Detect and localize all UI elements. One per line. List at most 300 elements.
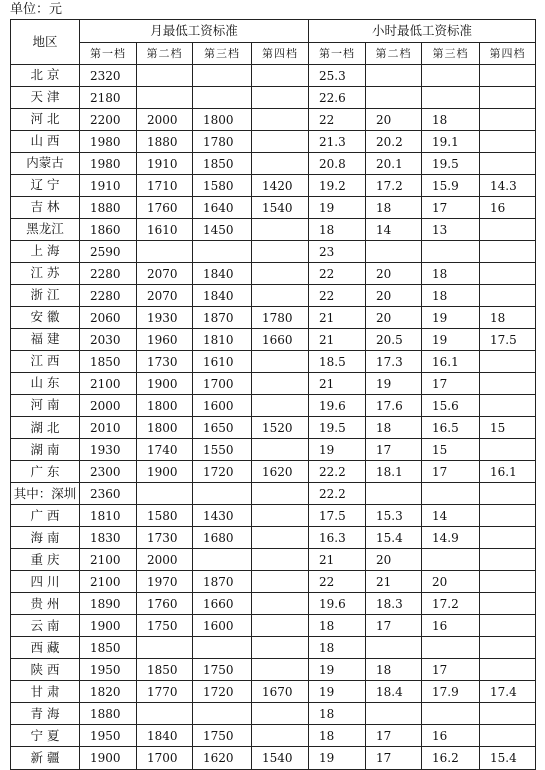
monthly-tier-4-cell: 1520 (252, 417, 309, 439)
region-cell: 江 西 (11, 351, 80, 373)
monthly-tier-3-cell: 1750 (193, 659, 252, 681)
hourly-tier-4-cell: 14.3 (480, 175, 536, 197)
table-row (11, 439, 536, 461)
monthly-tier-1-cell: 2180 (80, 87, 137, 109)
monthly-tier-1-cell: 1980 (80, 153, 137, 175)
monthly-tier-3-cell: 1800 (193, 109, 252, 131)
region-cell: 广 东 (11, 461, 80, 483)
table-row (11, 285, 536, 307)
hourly-tier-1-cell: 18 (309, 615, 366, 637)
table-row (11, 725, 536, 747)
monthly-tier-4-cell (252, 373, 309, 395)
table-row (11, 527, 536, 549)
monthly-tier-2-cell: 2070 (137, 263, 193, 285)
hourly-tier-3-cell (422, 87, 480, 109)
monthly-tier-4-cell: 1780 (252, 307, 309, 329)
monthly-tier-4-cell (252, 131, 309, 153)
hourly-tier-4-cell (480, 483, 536, 505)
monthly-tier-1-cell: 1950 (80, 725, 137, 747)
hourly-tier-1-cell: 22.2 (309, 483, 366, 505)
region-cell: 云 南 (11, 615, 80, 637)
monthly-tier-1-cell: 1850 (80, 351, 137, 373)
monthly-tier-2-cell: 1880 (137, 131, 193, 153)
region-cell: 湖 南 (11, 439, 80, 461)
hourly-tier-1-cell: 19 (309, 659, 366, 681)
monthly-tier-4-cell: 1620 (252, 461, 309, 483)
hourly-tier-4-cell: 16 (480, 197, 536, 219)
hourly-tier-4-cell: 17.4 (480, 681, 536, 703)
region-cell: 山 东 (11, 373, 80, 395)
monthly-tier-3-cell: 1600 (193, 395, 252, 417)
hourly-tier-2-cell: 15.3 (366, 505, 422, 527)
monthly-tier-1-cell: 1850 (80, 637, 137, 659)
hourly-tier-2-cell: 17 (366, 747, 422, 769)
minimum-wage-table (10, 19, 536, 770)
monthly-tier-2-cell: 1760 (137, 593, 193, 615)
monthly-tier-3-cell: 1680 (193, 527, 252, 549)
region-cell: 宁 夏 (11, 725, 80, 747)
table-row (11, 395, 536, 417)
monthly-tier-2-cell: 1710 (137, 175, 193, 197)
hourly-tier-2-cell: 20 (366, 109, 422, 131)
region-cell: 湖 北 (11, 417, 80, 439)
monthly-tier-1-cell: 2280 (80, 285, 137, 307)
hourly-tier-2-cell: 18.3 (366, 593, 422, 615)
hourly-tier-1-cell: 21 (309, 329, 366, 351)
monthly-tier-1-cell: 2590 (80, 241, 137, 263)
table-row (11, 219, 536, 241)
region-cell: 甘 肃 (11, 681, 80, 703)
monthly-tier-1-cell: 1900 (80, 615, 137, 637)
hourly-tier-2-cell: 20 (366, 263, 422, 285)
hourly-tier-2-cell (366, 65, 422, 87)
monthly-tier-2-cell (137, 637, 193, 659)
monthly-tier-4-cell: 1540 (252, 197, 309, 219)
region-cell: 吉 林 (11, 197, 80, 219)
hourly-tier-3-cell: 16.2 (422, 747, 480, 769)
monthly-tier-2-cell: 1580 (137, 505, 193, 527)
monthly-tier-1-cell: 2200 (80, 109, 137, 131)
hourly-tier-1-cell: 19.6 (309, 593, 366, 615)
monthly-tier-2-cell (137, 703, 193, 725)
table-row (11, 175, 536, 197)
table-row (11, 615, 536, 637)
hourly-tier-1-cell: 21.3 (309, 131, 366, 153)
monthly-tier-3-cell (193, 87, 252, 109)
monthly-tier-4-cell (252, 725, 309, 747)
table-row (11, 373, 536, 395)
hourly-tier-3-cell: 19 (422, 307, 480, 329)
region-cell: 新 疆 (11, 747, 80, 769)
hourly-tier-2-cell (366, 637, 422, 659)
hourly-tier-2-cell: 18 (366, 659, 422, 681)
hourly-tier-4-cell (480, 505, 536, 527)
monthly-tier-4-cell (252, 153, 309, 175)
monthly-tier-2-cell: 1900 (137, 373, 193, 395)
hourly-tier-3-cell: 17.2 (422, 593, 480, 615)
monthly-tier-3-cell: 1850 (193, 153, 252, 175)
region-cell: 四 川 (11, 571, 80, 593)
region-cell: 上 海 (11, 241, 80, 263)
monthly-tier-4-cell (252, 703, 309, 725)
hourly-tier-2-cell: 17 (366, 615, 422, 637)
monthly-tier-1-cell: 2320 (80, 65, 137, 87)
hourly-tier-4-cell (480, 593, 536, 615)
hourly-tier-2-cell: 20.2 (366, 131, 422, 153)
region-cell: 内蒙古 (11, 153, 80, 175)
region-cell: 黑龙江 (11, 219, 80, 241)
hourly-tier-2-cell: 18 (366, 417, 422, 439)
monthly-tier-1-cell: 1820 (80, 681, 137, 703)
hourly-tier-2-cell: 17.3 (366, 351, 422, 373)
monthly-tier-4-cell (252, 659, 309, 681)
hourly-tier-4-cell (480, 439, 536, 461)
hourly-tier-2-cell: 20.1 (366, 153, 422, 175)
monthly-tier-1-cell: 2100 (80, 549, 137, 571)
hourly-tier-1-cell: 22.6 (309, 87, 366, 109)
monthly-tier-3-cell: 1580 (193, 175, 252, 197)
monthly-tier-2-cell (137, 241, 193, 263)
hourly-tier-3-cell (422, 241, 480, 263)
hourly-tier-3-cell: 20 (422, 571, 480, 593)
monthly-tier-1-cell: 1980 (80, 131, 137, 153)
region-cell: 重 庆 (11, 549, 80, 571)
region-cell: 广 西 (11, 505, 80, 527)
monthly-tier-3-cell: 1450 (193, 219, 252, 241)
hourly-tier-1-cell: 18 (309, 637, 366, 659)
monthly-tier-2-cell: 1610 (137, 219, 193, 241)
hourly-tier-2-cell: 17 (366, 725, 422, 747)
table-row (11, 131, 536, 153)
monthly-tier-2-cell: 1700 (137, 747, 193, 769)
hourly-tier-4-cell: 16.1 (480, 461, 536, 483)
hourly-tier-4-cell: 15 (480, 417, 536, 439)
hourly-tier-1-cell: 19 (309, 439, 366, 461)
monthly-tier-3-cell: 1720 (193, 681, 252, 703)
monthly-tier-4-cell (252, 593, 309, 615)
region-cell: 河 南 (11, 395, 80, 417)
hourly-tier-2-cell: 17.6 (366, 395, 422, 417)
table-row (11, 241, 536, 263)
hourly-tier-3-cell: 15 (422, 439, 480, 461)
header-monthly-group: 月最低工资标准 (80, 20, 309, 43)
hourly-tier-4-cell (480, 131, 536, 153)
monthly-tier-2-cell: 1800 (137, 395, 193, 417)
hourly-tier-3-cell (422, 637, 480, 659)
hourly-tier-3-cell: 16.1 (422, 351, 480, 373)
hourly-tier-1-cell: 20.8 (309, 153, 366, 175)
monthly-tier-4-cell (252, 527, 309, 549)
hourly-tier-3-cell: 19.5 (422, 153, 480, 175)
monthly-tier-4-cell (252, 351, 309, 373)
monthly-tier-4-cell (252, 483, 309, 505)
hourly-tier-1-cell: 25.3 (309, 65, 366, 87)
hourly-tier-2-cell: 15.4 (366, 527, 422, 549)
header-monthly-tier-4: 第四档 (252, 43, 309, 65)
monthly-tier-4-cell (252, 615, 309, 637)
table-row (11, 747, 536, 769)
monthly-tier-2-cell: 1750 (137, 615, 193, 637)
monthly-tier-2-cell: 1910 (137, 153, 193, 175)
monthly-tier-3-cell (193, 703, 252, 725)
table-row (11, 549, 536, 571)
monthly-tier-3-cell: 1870 (193, 307, 252, 329)
monthly-tier-4-cell (252, 109, 309, 131)
region-cell: 安 徽 (11, 307, 80, 329)
hourly-tier-2-cell: 18.4 (366, 681, 422, 703)
monthly-tier-1-cell: 2360 (80, 483, 137, 505)
hourly-tier-2-cell (366, 703, 422, 725)
monthly-tier-3-cell: 1840 (193, 285, 252, 307)
monthly-tier-3-cell: 1610 (193, 351, 252, 373)
hourly-tier-1-cell: 21 (309, 307, 366, 329)
monthly-tier-3-cell: 1650 (193, 417, 252, 439)
monthly-tier-2-cell: 2000 (137, 109, 193, 131)
monthly-tier-2-cell (137, 65, 193, 87)
monthly-tier-3-cell: 1430 (193, 505, 252, 527)
hourly-tier-4-cell (480, 549, 536, 571)
table-row (11, 351, 536, 373)
monthly-tier-3-cell (193, 637, 252, 659)
header-hourly-tier-3: 第三档 (422, 43, 480, 65)
table-row (11, 417, 536, 439)
monthly-tier-1-cell: 1810 (80, 505, 137, 527)
hourly-tier-4-cell (480, 637, 536, 659)
hourly-tier-3-cell: 14 (422, 505, 480, 527)
hourly-tier-2-cell: 18 (366, 197, 422, 219)
hourly-tier-1-cell: 19.2 (309, 175, 366, 197)
monthly-tier-1-cell: 1950 (80, 659, 137, 681)
hourly-tier-2-cell (366, 241, 422, 263)
hourly-tier-1-cell: 18 (309, 725, 366, 747)
region-cell: 海 南 (11, 527, 80, 549)
hourly-tier-1-cell: 21 (309, 373, 366, 395)
monthly-tier-3-cell: 1660 (193, 593, 252, 615)
monthly-tier-4-cell (252, 219, 309, 241)
hourly-tier-1-cell: 17.5 (309, 505, 366, 527)
hourly-tier-1-cell: 19 (309, 681, 366, 703)
monthly-tier-4-cell: 1660 (252, 329, 309, 351)
hourly-tier-4-cell (480, 219, 536, 241)
hourly-tier-3-cell: 16 (422, 725, 480, 747)
monthly-tier-3-cell: 1780 (193, 131, 252, 153)
region-cell: 天 津 (11, 87, 80, 109)
monthly-tier-1-cell: 2100 (80, 373, 137, 395)
table-row (11, 153, 536, 175)
monthly-tier-2-cell: 1900 (137, 461, 193, 483)
hourly-tier-4-cell (480, 351, 536, 373)
hourly-tier-3-cell: 15.9 (422, 175, 480, 197)
monthly-tier-3-cell (193, 65, 252, 87)
hourly-tier-1-cell: 22 (309, 263, 366, 285)
monthly-tier-2-cell: 1730 (137, 351, 193, 373)
monthly-tier-4-cell (252, 285, 309, 307)
monthly-tier-4-cell (252, 395, 309, 417)
hourly-tier-4-cell (480, 65, 536, 87)
region-cell: 浙 江 (11, 285, 80, 307)
hourly-tier-4-cell (480, 725, 536, 747)
hourly-tier-3-cell: 17 (422, 461, 480, 483)
monthly-tier-2-cell: 1850 (137, 659, 193, 681)
hourly-tier-3-cell: 14.9 (422, 527, 480, 549)
table-row (11, 505, 536, 527)
monthly-tier-3-cell: 1640 (193, 197, 252, 219)
monthly-tier-2-cell: 1770 (137, 681, 193, 703)
hourly-tier-2-cell: 20 (366, 307, 422, 329)
hourly-tier-4-cell (480, 659, 536, 681)
hourly-tier-3-cell: 15.6 (422, 395, 480, 417)
table-row (11, 571, 536, 593)
hourly-tier-2-cell (366, 483, 422, 505)
hourly-tier-4-cell (480, 241, 536, 263)
hourly-tier-4-cell (480, 263, 536, 285)
monthly-tier-1-cell: 1880 (80, 703, 137, 725)
header-hourly-tier-4: 第四档 (480, 43, 536, 65)
hourly-tier-1-cell: 16.3 (309, 527, 366, 549)
monthly-tier-1-cell: 1880 (80, 197, 137, 219)
region-cell: 其中：深圳 (11, 483, 80, 505)
region-cell: 山 西 (11, 131, 80, 153)
monthly-tier-2-cell: 1730 (137, 527, 193, 549)
table-row (11, 637, 536, 659)
monthly-tier-1-cell: 1930 (80, 439, 137, 461)
hourly-tier-4-cell: 17.5 (480, 329, 536, 351)
hourly-tier-2-cell: 17.2 (366, 175, 422, 197)
region-cell: 河 北 (11, 109, 80, 131)
monthly-tier-4-cell (252, 263, 309, 285)
hourly-tier-3-cell: 17.9 (422, 681, 480, 703)
monthly-tier-1-cell: 2010 (80, 417, 137, 439)
hourly-tier-3-cell (422, 65, 480, 87)
hourly-tier-3-cell: 18 (422, 285, 480, 307)
header-hourly-group: 小时最低工资标准 (309, 20, 536, 43)
hourly-tier-3-cell (422, 703, 480, 725)
monthly-tier-3-cell (193, 549, 252, 571)
hourly-tier-3-cell: 13 (422, 219, 480, 241)
hourly-tier-3-cell: 16.5 (422, 417, 480, 439)
hourly-tier-2-cell: 21 (366, 571, 422, 593)
monthly-tier-4-cell (252, 549, 309, 571)
header-region: 地区 (11, 20, 80, 65)
hourly-tier-3-cell (422, 483, 480, 505)
hourly-tier-1-cell: 22 (309, 571, 366, 593)
region-cell: 西 藏 (11, 637, 80, 659)
monthly-tier-4-cell (252, 505, 309, 527)
monthly-tier-4-cell (252, 241, 309, 263)
monthly-tier-2-cell (137, 483, 193, 505)
hourly-tier-2-cell: 18.1 (366, 461, 422, 483)
hourly-tier-3-cell: 17 (422, 197, 480, 219)
monthly-tier-2-cell: 1960 (137, 329, 193, 351)
hourly-tier-3-cell: 19 (422, 329, 480, 351)
monthly-tier-1-cell: 2300 (80, 461, 137, 483)
hourly-tier-3-cell: 18 (422, 109, 480, 131)
hourly-tier-4-cell (480, 373, 536, 395)
hourly-tier-1-cell: 18.5 (309, 351, 366, 373)
monthly-tier-2-cell: 1930 (137, 307, 193, 329)
monthly-tier-1-cell: 2100 (80, 571, 137, 593)
monthly-tier-3-cell: 1620 (193, 747, 252, 769)
region-cell: 江 苏 (11, 263, 80, 285)
monthly-tier-1-cell: 1830 (80, 527, 137, 549)
table-row (11, 483, 536, 505)
header-monthly-tier-1: 第一档 (80, 43, 137, 65)
hourly-tier-1-cell: 18 (309, 219, 366, 241)
monthly-tier-1-cell: 2280 (80, 263, 137, 285)
hourly-tier-2-cell: 20 (366, 549, 422, 571)
hourly-tier-4-cell (480, 109, 536, 131)
monthly-tier-4-cell: 1420 (252, 175, 309, 197)
region-cell: 陕 西 (11, 659, 80, 681)
monthly-tier-4-cell (252, 87, 309, 109)
header-hourly-tier-2: 第二档 (366, 43, 422, 65)
monthly-tier-4-cell (252, 571, 309, 593)
monthly-tier-4-cell (252, 439, 309, 461)
monthly-tier-1-cell: 2030 (80, 329, 137, 351)
hourly-tier-1-cell: 18 (309, 703, 366, 725)
monthly-tier-2-cell: 2070 (137, 285, 193, 307)
monthly-tier-2-cell: 2000 (137, 549, 193, 571)
monthly-tier-4-cell: 1670 (252, 681, 309, 703)
hourly-tier-3-cell: 16 (422, 615, 480, 637)
monthly-tier-1-cell: 2000 (80, 395, 137, 417)
hourly-tier-4-cell (480, 527, 536, 549)
table-row (11, 659, 536, 681)
hourly-tier-4-cell (480, 395, 536, 417)
hourly-tier-3-cell: 19.1 (422, 131, 480, 153)
monthly-tier-1-cell: 1910 (80, 175, 137, 197)
hourly-tier-1-cell: 22 (309, 285, 366, 307)
region-cell: 辽 宁 (11, 175, 80, 197)
header-monthly-tier-2: 第二档 (137, 43, 193, 65)
hourly-tier-1-cell: 21 (309, 549, 366, 571)
hourly-tier-1-cell: 19.6 (309, 395, 366, 417)
monthly-tier-1-cell: 1890 (80, 593, 137, 615)
monthly-tier-2-cell: 1800 (137, 417, 193, 439)
hourly-tier-4-cell: 15.4 (480, 747, 536, 769)
monthly-tier-3-cell (193, 241, 252, 263)
hourly-tier-3-cell: 18 (422, 263, 480, 285)
hourly-tier-2-cell: 14 (366, 219, 422, 241)
hourly-tier-1-cell: 22.2 (309, 461, 366, 483)
hourly-tier-4-cell: 18 (480, 307, 536, 329)
hourly-tier-4-cell (480, 703, 536, 725)
monthly-tier-3-cell (193, 483, 252, 505)
monthly-tier-3-cell: 1720 (193, 461, 252, 483)
table-row (11, 307, 536, 329)
hourly-tier-3-cell: 17 (422, 373, 480, 395)
table-row (11, 65, 536, 87)
monthly-tier-1-cell: 1900 (80, 747, 137, 769)
monthly-tier-2-cell: 1740 (137, 439, 193, 461)
region-cell: 贵 州 (11, 593, 80, 615)
hourly-tier-1-cell: 23 (309, 241, 366, 263)
hourly-tier-1-cell: 19 (309, 747, 366, 769)
table-row (11, 593, 536, 615)
monthly-tier-3-cell: 1750 (193, 725, 252, 747)
header-hourly-tier-1: 第一档 (309, 43, 366, 65)
hourly-tier-4-cell (480, 571, 536, 593)
monthly-tier-4-cell (252, 65, 309, 87)
table-row (11, 703, 536, 725)
monthly-tier-2-cell: 1840 (137, 725, 193, 747)
hourly-tier-1-cell: 19 (309, 197, 366, 219)
table-row (11, 263, 536, 285)
header-monthly-tier-3: 第三档 (193, 43, 252, 65)
hourly-tier-3-cell: 17 (422, 659, 480, 681)
region-cell: 北 京 (11, 65, 80, 87)
monthly-tier-4-cell: 1540 (252, 747, 309, 769)
